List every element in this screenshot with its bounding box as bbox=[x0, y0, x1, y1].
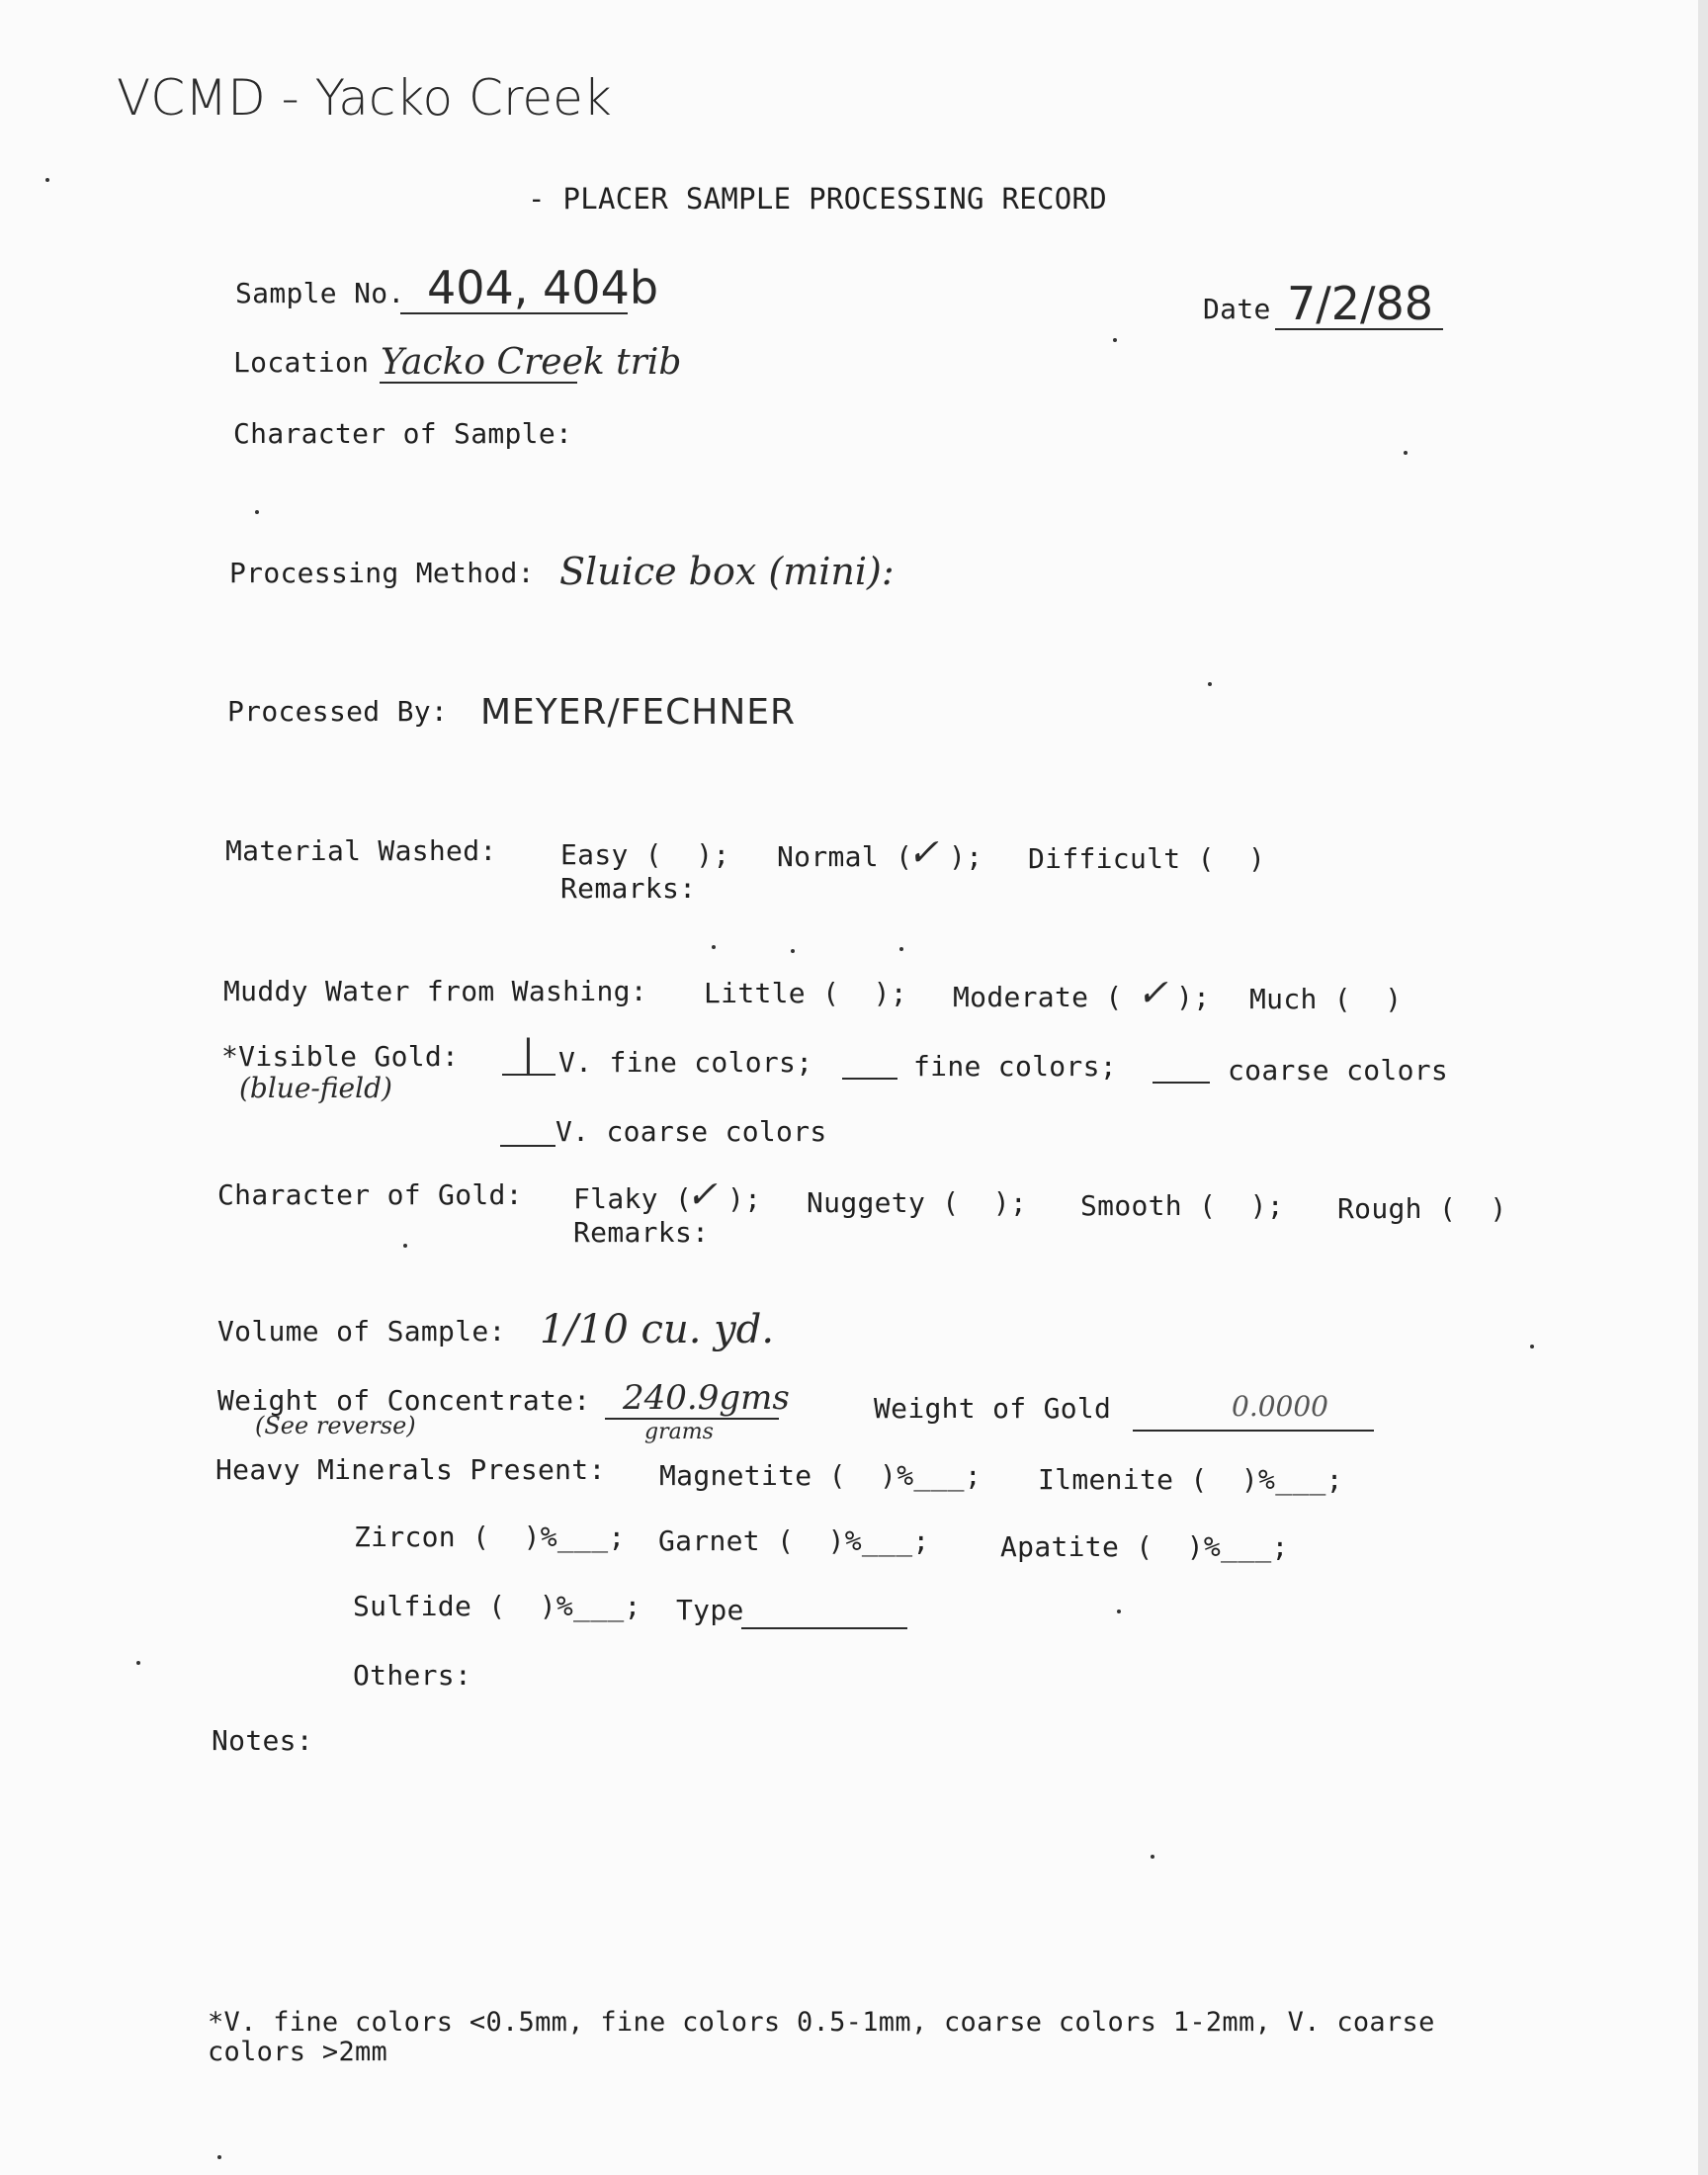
character-of-gold-flaky-check: ✓ bbox=[686, 1173, 718, 1216]
character-of-gold-label: Character of Gold: bbox=[217, 1178, 523, 1211]
character-of-gold-nuggety: Nuggety ( ); bbox=[807, 1186, 1028, 1219]
heavy-minerals-type-line bbox=[741, 1627, 907, 1629]
visible-gold-fine: fine colors; bbox=[913, 1050, 1117, 1083]
character-of-sample-label: Character of Sample: bbox=[233, 417, 573, 450]
scan-speck bbox=[1151, 1855, 1154, 1859]
scan-speck bbox=[1117, 1610, 1121, 1613]
material-washed-normal-check: ✓ bbox=[907, 830, 939, 874]
material-washed-easy: Easy ( ); bbox=[560, 838, 730, 871]
location-value: Yacko Creek trib bbox=[381, 342, 682, 383]
heavy-minerals-type-label: Type bbox=[676, 1594, 744, 1626]
date-value: 7/2/88 bbox=[1287, 277, 1434, 330]
sample-no-line bbox=[400, 312, 628, 314]
heavy-minerals-garnet: Garnet ( )%___; bbox=[658, 1524, 930, 1557]
sample-no-value: 404, 404b bbox=[427, 261, 659, 314]
material-washed-normal-close: ); bbox=[949, 840, 983, 873]
material-washed-label: Material Washed: bbox=[225, 834, 497, 867]
visible-gold-vfine: V. fine colors; bbox=[558, 1046, 813, 1079]
character-of-gold-remarks: Remarks: bbox=[573, 1216, 710, 1249]
muddy-water-little: Little ( ); bbox=[704, 977, 907, 1009]
visible-gold-vfine-mark: | bbox=[522, 1032, 535, 1076]
location-line bbox=[380, 382, 577, 384]
scan-speck bbox=[1530, 1345, 1534, 1348]
muddy-water-moderate-open: Moderate ( bbox=[953, 981, 1123, 1013]
heavy-minerals-label: Heavy Minerals Present: bbox=[215, 1453, 606, 1486]
character-of-gold-rough: Rough ( ) bbox=[1337, 1192, 1507, 1225]
scan-edge bbox=[1698, 0, 1708, 2175]
date-line bbox=[1275, 328, 1443, 330]
processed-by-label: Processed By: bbox=[227, 695, 449, 728]
sample-no-label: Sample No. bbox=[235, 277, 405, 309]
scan-speck bbox=[712, 945, 716, 949]
scan-speck bbox=[1404, 451, 1408, 455]
visible-gold-coarse: coarse colors bbox=[1228, 1054, 1449, 1087]
visible-gold-coarse-blank bbox=[1153, 1082, 1210, 1084]
character-of-gold-smooth: Smooth ( ); bbox=[1080, 1189, 1284, 1222]
visible-gold-fine-blank bbox=[842, 1078, 897, 1080]
material-washed-difficult: Difficult ( ) bbox=[1028, 842, 1266, 875]
heavy-minerals-zircon: Zircon ( )%___; bbox=[354, 1521, 626, 1553]
form-title: - PLACER SAMPLE PROCESSING RECORD bbox=[528, 182, 1108, 216]
weight-of-gold-line bbox=[1133, 1430, 1374, 1432]
heavy-minerals-others: Others: bbox=[353, 1659, 472, 1692]
character-of-gold-flaky-open: Flaky ( bbox=[573, 1182, 693, 1215]
processing-method-label: Processing Method: bbox=[229, 557, 535, 589]
weight-of-concentrate-label: Weight of Concentrate: bbox=[217, 1384, 591, 1417]
footnote-line-2: colors >2mm bbox=[208, 2037, 388, 2067]
scan-speck bbox=[899, 947, 903, 951]
scan-speck bbox=[403, 1244, 407, 1248]
heavy-minerals-sulfide: Sulfide ( )%___; bbox=[353, 1590, 641, 1622]
weight-of-gold-value: 0.0000 bbox=[1232, 1390, 1328, 1423]
visible-gold-label: *Visible Gold: bbox=[221, 1040, 460, 1073]
volume-of-sample-value: 1/10 cu. yd. bbox=[540, 1307, 775, 1352]
scan-speck bbox=[45, 178, 49, 182]
date-label: Date bbox=[1203, 293, 1271, 325]
visible-gold-vcoarse-blank bbox=[500, 1145, 555, 1147]
material-washed-normal-open: Normal ( bbox=[777, 840, 913, 873]
volume-of-sample-label: Volume of Sample: bbox=[217, 1315, 506, 1348]
scan-speck bbox=[1113, 338, 1117, 342]
scan-speck bbox=[1208, 682, 1212, 686]
heavy-minerals-apatite: Apatite ( )%___; bbox=[1000, 1530, 1289, 1563]
muddy-water-moderate-check: ✓ bbox=[1137, 971, 1168, 1014]
visible-gold-sub-note: (blue-field) bbox=[239, 1072, 392, 1104]
scan-speck bbox=[136, 1661, 140, 1665]
muddy-water-much: Much ( ) bbox=[1249, 983, 1403, 1015]
location-label: Location bbox=[233, 346, 370, 379]
muddy-water-label: Muddy Water from Washing: bbox=[223, 975, 647, 1007]
weight-of-concentrate-sub-value: grams bbox=[644, 1420, 714, 1444]
processed-by-value: MEYER/FECHNER bbox=[480, 692, 797, 733]
weight-of-gold-label: Weight of Gold bbox=[874, 1392, 1112, 1425]
notes-label: Notes: bbox=[212, 1724, 313, 1757]
handwritten-header-note: VCMD - Yacko Creek bbox=[117, 69, 612, 127]
scan-speck bbox=[217, 2155, 221, 2159]
heavy-minerals-ilmenite: Ilmenite ( )%___; bbox=[1038, 1463, 1343, 1496]
processing-method-value: Sluice box (mini): bbox=[559, 550, 895, 593]
footnote-line-1: *V. fine colors <0.5mm, fine colors 0.5-1mm, coarse colors 1-2mm, V. coarse bbox=[208, 2007, 1435, 2038]
visible-gold-vfine-blank bbox=[502, 1074, 555, 1076]
weight-of-concentrate-value: 240.9gms bbox=[623, 1378, 790, 1418]
muddy-water-moderate-close: ); bbox=[1176, 981, 1211, 1013]
material-washed-remarks: Remarks: bbox=[560, 872, 697, 905]
heavy-minerals-magnetite: Magnetite ( )%___; bbox=[659, 1459, 982, 1492]
character-of-gold-flaky-close: ); bbox=[727, 1182, 762, 1215]
scan-speck bbox=[255, 510, 259, 514]
weight-of-concentrate-sub-note: (See reverse) bbox=[255, 1412, 416, 1439]
scan-speck bbox=[791, 949, 795, 953]
visible-gold-vcoarse: V. coarse colors bbox=[555, 1115, 827, 1148]
